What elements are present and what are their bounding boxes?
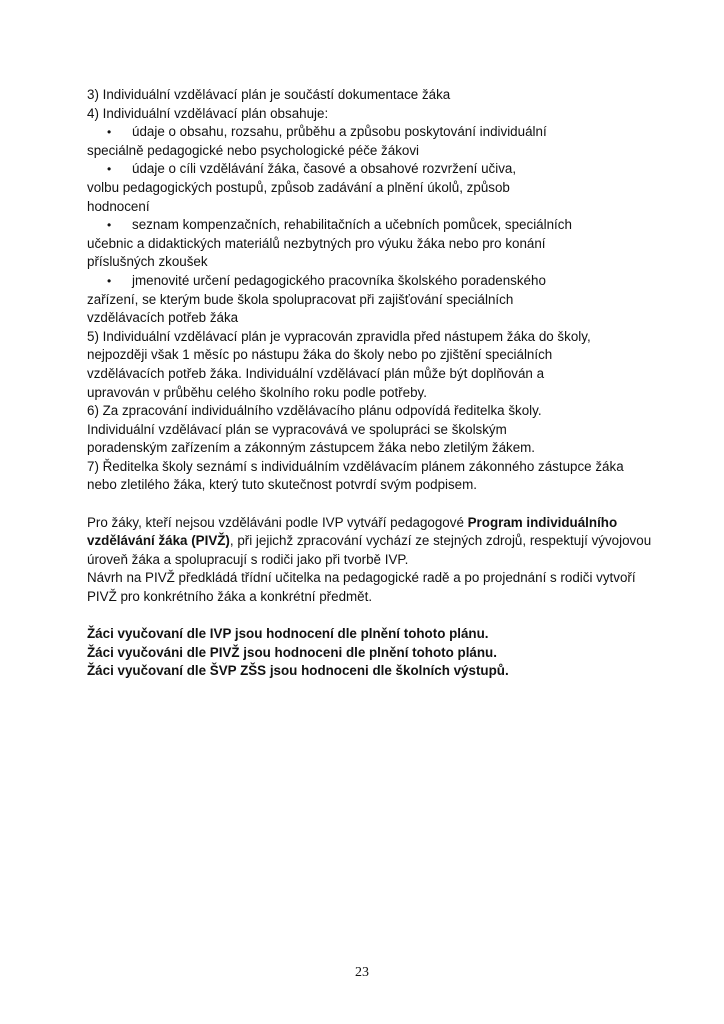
bullet-icon: • — [107, 218, 112, 233]
pivz-proposal-line-1: Návrh na PIVŽ předkládá třídní učitelka na pedagogické radě a po projednání s rodiči vytvoří — [87, 570, 636, 586]
paragraph-5-line-3: vzdělávacích potřeb žáka. Individuální vzdělávací plán může být doplňován a — [87, 365, 545, 381]
paragraph-4-heading: 4) Individuální vzdělávací plán obsahuje: — [87, 105, 329, 121]
evaluation-svp-zss: Žáci vyučovaní dle ŠVP ZŠS jsou hodnoceni dle školních výstupů. — [87, 663, 509, 679]
pivz-description-text: , při jejichž zpracování vychází ze stejných zdrojů, respektují vývojovou — [229, 533, 652, 549]
paragraph-7-line-2: nebo zletilého žáka, který tuto skutečnost potvrdí svým podpisem. — [87, 477, 478, 493]
paragraph-spacer — [87, 495, 647, 514]
pivz-intro-text: Pro žáky, kteří nejsou vzděláváni podle IVP vytváří pedagogové — [87, 514, 468, 530]
bullet-1-line-1: údaje o obsahu, rozsahu, průběhu a způsobu poskytování individuální — [132, 124, 547, 140]
bullet-4-line-3: vzdělávacích potřeb žáka — [87, 310, 239, 326]
evaluation-ivp: Žáci vyučovaní dle IVP jsou hodnocení dle plnění tohoto plánu. — [87, 626, 489, 642]
evaluation-pivz: Žáci vyučováni dle PIVŽ jsou hodnoceni dle plnění tohoto plánu. — [87, 644, 497, 660]
bullet-4-line-1: jmenovité určení pedagogického pracovníka školského poradenského — [132, 272, 546, 288]
paragraph-5-line-4: upravován v průběhu celého školního roku podle potřeby. — [87, 384, 427, 400]
bullet-4-line-2: zařízení, se kterým bude škola spolupracovat při zajišťování speciálních — [87, 291, 514, 307]
paragraph-5-line-2: nejpozději však 1 měsíc po nástupu žáka do školy nebo po zjištění speciálních — [87, 347, 553, 363]
paragraph-3: 3) Individuální vzdělávací plán je součástí dokumentace žáka — [87, 87, 451, 102]
paragraph-6-line-3: poradenským zařízením a zákonným zástupcem žáka nebo zletilým žákem. — [87, 440, 536, 456]
pivz-program-title: Program individuálního — [467, 514, 618, 530]
bullet-1-line-2: speciálně pedagogické nebo psychologické péče žákovi — [87, 142, 420, 158]
bullet-3-line-2: učebnic a didaktických materiálů nezbytných pro výuku žáka nebo pro konání — [87, 235, 546, 251]
bullet-2-line-1: údaje o cíli vzdělávání žáka, časové a obsahové rozvržení učiva, — [132, 161, 517, 177]
pivz-proposal-line-2: PIVŽ pro konkrétního žáka a konkrétní předmět. — [87, 589, 373, 605]
paragraph-6-line-2: Individuální vzdělávací plán se vypracovává ve spolupráci se školským — [87, 421, 507, 437]
bullet-2-line-3: hodnocení — [87, 198, 150, 214]
bullet-2-line-2: volbu pedagogických postupů, způsob zadávání a plnění úkolů, způsob — [87, 179, 510, 195]
pivz-paragraph-line-1 — [87, 514, 647, 533]
bullet-icon: • — [107, 125, 112, 140]
paragraph-5-line-1: 5) Individuální vzdělávací plán je vypracován zpravidla před nástupem žáka do školy, — [87, 328, 591, 344]
pivz-paragraph-line-3: úroveň žáka a spolupracují s rodiči jako při tvorbě IVP. — [87, 551, 409, 567]
paragraph-spacer — [87, 607, 647, 626]
page-number: 23 — [355, 965, 369, 980]
bullet-3-line-1: seznam kompenzačních, rehabilitačních a učebních pomůcek, speciálních — [132, 217, 572, 233]
bullet-item — [87, 272, 647, 291]
paragraph-7-line-1: 7) Ředitelka školy seznámí s individuálním vzdělávacím plánem zákonného zástupce žáka — [87, 458, 624, 474]
bullet-3-line-3: příslušných zkoušek — [87, 254, 208, 270]
document-body — [87, 86, 652, 681]
bullet-icon: • — [107, 273, 112, 288]
bullet-item — [87, 160, 647, 179]
pivz-paragraph-line-2 — [87, 532, 652, 551]
bullet-item — [87, 123, 647, 142]
bullet-item — [87, 216, 647, 235]
pivz-program-title-cont: vzdělávání žáka (PIVŽ) — [87, 533, 230, 549]
bullet-icon: • — [107, 162, 112, 177]
paragraph-6-line-1: 6) Za zpracování individuálního vzdělávacího plánu odpovídá ředitelka školy. — [87, 403, 542, 419]
